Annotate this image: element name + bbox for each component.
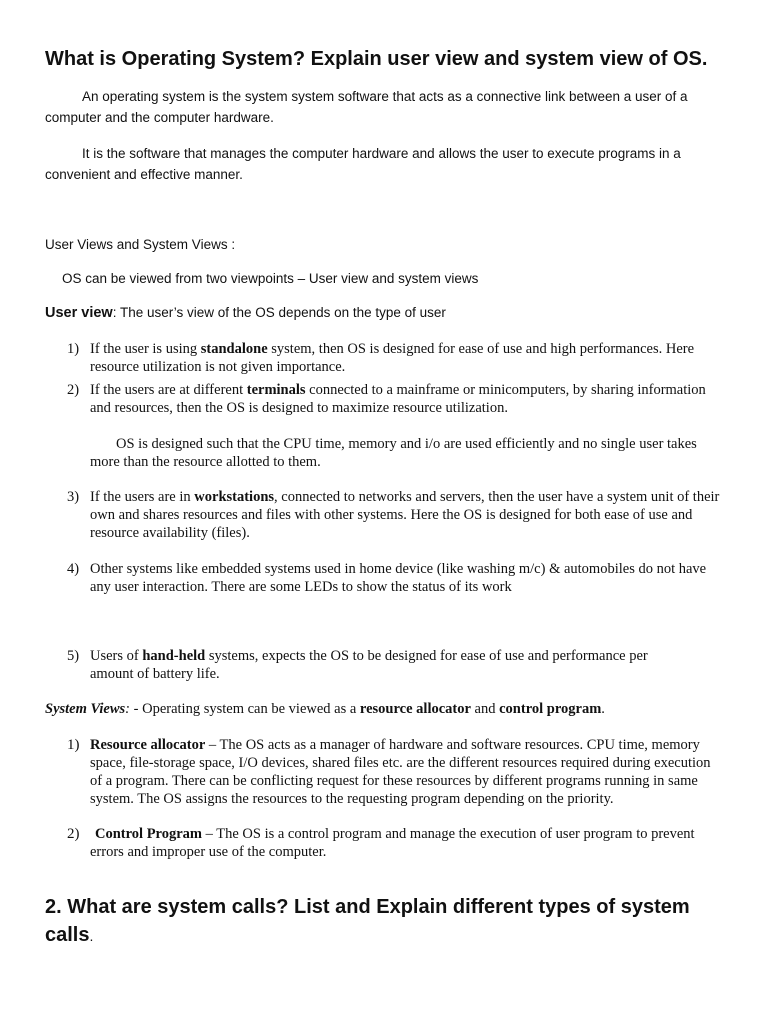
document-page: What is Operating System? Explain user view and system view of OS. An operating system is the system system software that acts as a connective link between a user of a computer and the computer hardware. It is the software that manages the computer hardware and allows the user to execute programs in a convenient and effective manner. User Views and System Views : OS can be viewed from two viewpoints – User view and system views User view: The user’s view of the OS depends on the type of user 1) If the user is using standalone system, then OS is designed for ease of use and high performances. Here resource utilization is not given importance. 2) If the users are at different terminals connected to a mainframe or minicomputers, by sharing information and resources, then the OS is designed to maximize resource utilization. OS is designed such that the CPU time, memory and i/o are used efficiently and no single user takes more than the resource allotted to them. 3) If the users are in workstations, connected to networks and servers, then the user have a system unit of their own and shares resources and files with other systems. Here the OS is designed for both ease of use and resource availability (files). 4) Other systems like embedded systems used in home device (like washing m/c) & automobiles do not have any user interaction. There are some LEDs to show the status of its work 5) Users of hand-held systems, expects the OS to be designed for ease of use and performance per amount of battery life. System Views: - Operating system can be viewed as a resource allocator and control program. 1) Resource allocator – The OS acts as a manager of hardware and software resources. CPU time, memory space, file-storage space, I/O devices, shared files etc. are the different resources required during execution of a program. There can be conflicting request for these resources by different programs running in same system. The OS assigns the resources to the requesting program depending on the priority. 2) Control Program – The OS is a control program and manage the execution of user program to prevent errors and improper use of the computer. 2. What are system calls? List and Explain different types of system calls. <box>0 0 768 1024</box>
intro-paragraph-1: An operating system is the system system software that acts as a connective link between a user of a computer and the computer hardware. <box>45 89 688 125</box>
list-number: 2) <box>67 826 80 842</box>
system-views-line: System Views: - Operating system can be viewed as a resource allocator and control program. <box>45 701 605 717</box>
views-line: OS can be viewed from two viewpoints – User view and system views <box>62 271 479 286</box>
user-view-text: : The user’s view of the OS depends on the type of user <box>112 305 446 320</box>
views-title: User Views and System Views : <box>45 237 236 252</box>
list-number: 2) <box>67 382 80 398</box>
heading-os: What is Operating System? Explain user view and system view of OS. <box>45 48 708 70</box>
list-number: 1) <box>67 341 80 357</box>
list-number: 4) <box>67 561 80 577</box>
heading-system-calls: 2. What are system calls? List and Explain different types of system calls. <box>45 896 690 946</box>
system-views-label: System Views <box>45 701 126 717</box>
user-view-label: User view <box>45 305 113 321</box>
intro-paragraph-2: It is the software that manages the computer hardware and allows the user to execute programs in a convenient and effective manner. <box>45 146 681 182</box>
list-number: 3) <box>67 489 80 505</box>
list-number: 1) <box>67 737 80 753</box>
list-number: 5) <box>67 648 80 664</box>
user-view-line <box>45 304 446 322</box>
